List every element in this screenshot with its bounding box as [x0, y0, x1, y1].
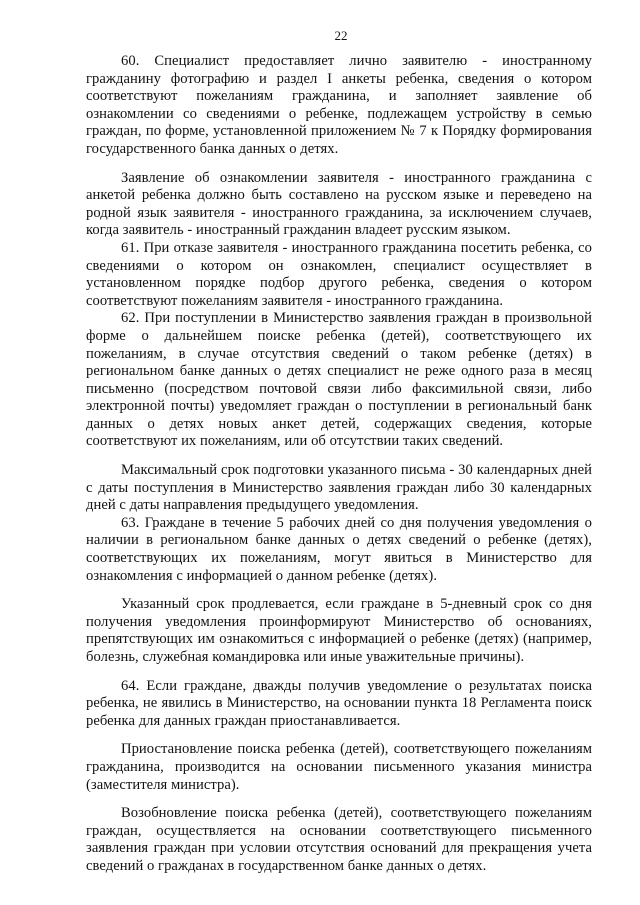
- paragraph-63: 63. Граждане в течение 5 рабочих дней со дня получения уведомления о наличии в региональном банке данных о детях сведений о ребенке (детях), соответствующих их пожеланиям, могут явиться в Министерство для ознакомления с информацией о данном ребенке (детях).: [86, 514, 592, 584]
- paragraph-64-resumption: Возобновление поиска ребенка (детей), соответствующего пожеланиям граждан, осуществляется на основании соответствующего письменного заявления граждан при условии отсутствия оснований для прекращения учета сведений о гражданах в государственном банке данных о детях.: [86, 805, 592, 874]
- paragraph-64-suspension: Приостановление поиска ребенка (детей), соответствующего пожеланиям гражданина, производится на основании письменного указания министра (заместителя министра).: [86, 741, 592, 793]
- paragraph-60: 60. Специалист предоставляет лично заявителю - иностранному гражданину фотографию и раздел I анкеты ребенка, сведения о котором соответствуют пожеланиям гражданина, и заполняет заявление об ознакомлении со сведениями о ребенке, подлежащем устройству в семью граждан, по форме, установленной приложением № 7 к Порядку формирования государственного банка данных о детях.: [86, 53, 592, 157]
- paragraph-62-deadline: Максимальный срок подготовки указанного письма - 30 календарных дней с даты поступления в Министерство заявления граждан либо 30 календарных дней с даты направления предыдущего уведомления.: [86, 462, 592, 514]
- paragraph-61: 61. При отказе заявителя - иностранного гражданина посетить ребенка, со сведениями о котором он ознакомлен, специалист осуществляет в установленном порядке подбор другого ребенка, сведения о котором соответствуют пожеланиям заявителя - иностранного гражданина.: [86, 239, 592, 309]
- paragraph-64: 64. Если граждане, дважды получив уведомление о результатах поиска ребенка, не явились в Министерство, на основании пункта 18 Регламента поиск ребенка для данных граждан приостанавливается.: [86, 677, 592, 729]
- page-number: 22: [334, 28, 348, 43]
- paragraph-62: 62. При поступлении в Министерство заявления граждан в произвольной форме о дальнейшем поиске ребенка (детей), соответствующего их пожеланиям, в случае отсутствия сведений о таком ребенке (детях) в региональном банке данных о детях специалист не реже одного раза в месяц письменно (посредством почтовой связи либо факсимильной связи, либо электронной почты) уведомляет граждан о поступлении в региональный банк данных о детях новых анкет детей, содержащих сведения, которые соответствуют их пожеланиям, или об отсутствии таких сведений.: [86, 310, 592, 450]
- paragraph-60-statement: Заявление об ознакомлении заявителя - иностранного гражданина с анкетой ребенка должно быть составлено на русском языке и переведено на родной язык заявителя - иностранного гражданина, за исключением случаев, когда заявитель - иностранный гражданин владеет русским языком.: [86, 169, 592, 239]
- paragraph-63-extension: Указанный срок продлевается, если граждане в 5-дневный срок со дня получения уведомления проинформируют Министерство об основаниях, препятствующих им ознакомиться с информацией о ребенке (детях) (например, болезнь, служебная командировка или иные уважительные причины).: [86, 596, 592, 665]
